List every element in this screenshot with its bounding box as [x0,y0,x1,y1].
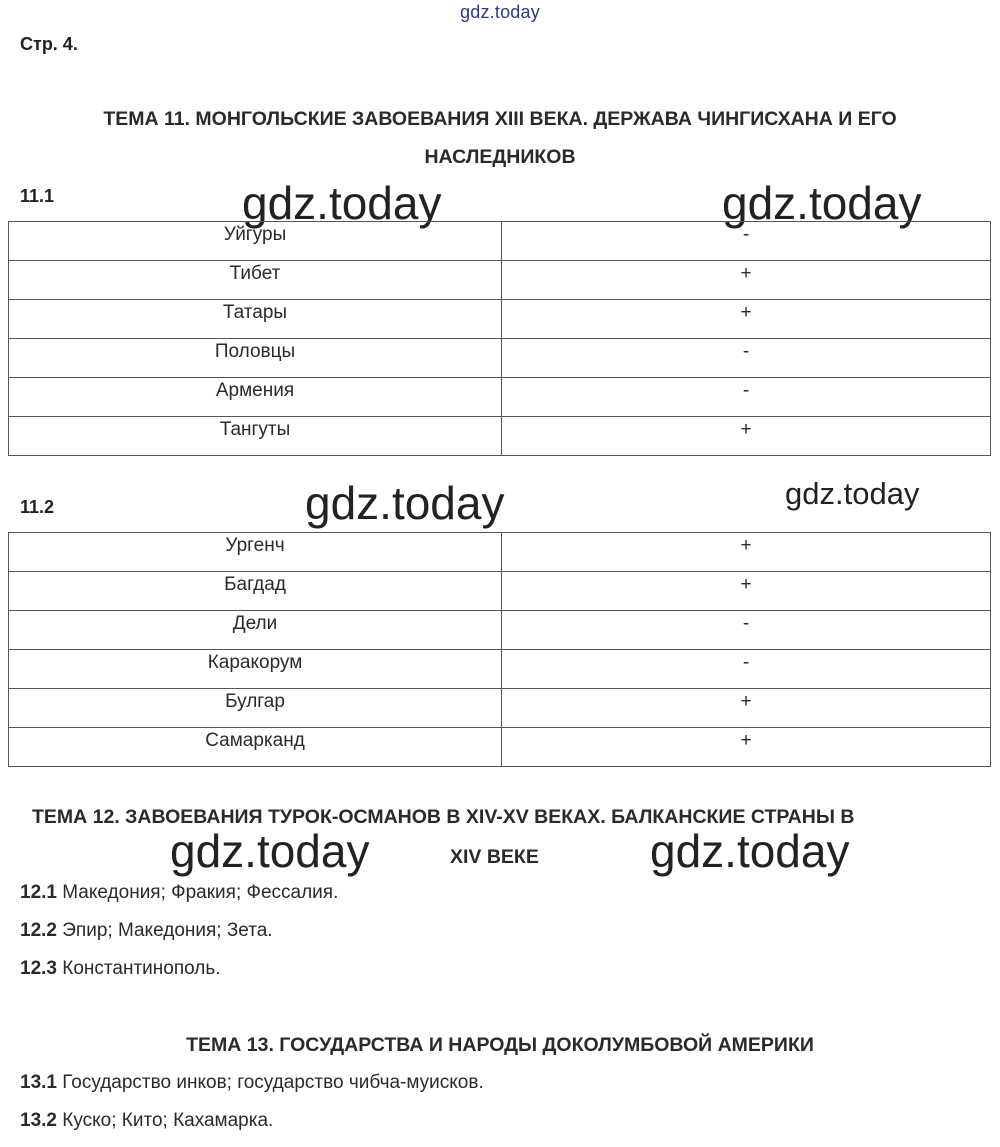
row-mark-cell: + [502,572,991,611]
answer-text: Македония; Фракия; Фессалия. [56,882,339,903]
row-mark-cell: + [502,728,991,767]
answer-number: 12.3 [20,958,57,979]
row-name-cell: Тангуты [9,417,502,456]
row-mark-cell: + [502,689,991,728]
table-row [9,222,991,261]
watermark-4: gdz.today [785,476,920,511]
watermark-6: gdz.today [650,825,850,877]
row-name-cell: Половцы [9,339,502,378]
answer-number: 13.2 [20,1110,57,1131]
answer-13-1 [20,1072,484,1094]
row-name-cell: Багдад [9,572,502,611]
answer-13-2 [20,1110,273,1132]
page-label: Стр. 4. [20,34,78,54]
top-watermark: gdz.today [460,2,540,22]
row-mark-cell: + [502,300,991,339]
row-name-cell: Армения [9,378,502,417]
table-row [9,417,991,456]
row-mark-cell: + [502,261,991,300]
row-mark-cell: + [502,417,991,456]
answer-text: Эпир; Македония; Зета. [56,920,273,941]
table-row [9,572,991,611]
table-row [9,611,991,650]
watermark-3: gdz.today [305,477,505,529]
task-11-1-number: 11.1 [20,186,55,206]
answer-text: Куско; Кито; Кахамарка. [56,1110,274,1131]
answer-number: 12.1 [20,882,57,903]
answer-12-1 [20,882,338,904]
topic-11-title-line-2: НАСЛЕДНИКОВ [424,146,576,168]
watermark-5: gdz.today [170,825,370,877]
watermark-2: gdz.today [722,177,922,229]
answer-text: Государство инков; государство чибча-муисков. [56,1072,484,1093]
row-name-cell: Дели [9,611,502,650]
answer-number: 13.1 [20,1072,57,1093]
table-row [9,728,991,767]
topic-11-title-line-1: ТЕМА 11. МОНГОЛЬСКИЕ ЗАВОЕВАНИЯ XIII ВЕКА. ДЕРЖАВА ЧИНГИСХАНА И ЕГО [103,108,897,130]
task-11-1-table [8,221,991,456]
topic-12-title-line-2: XIV ВЕКЕ [450,846,539,868]
answer-12-2 [20,920,273,942]
row-name-cell: Булгар [9,689,502,728]
row-name-cell: Тибет [9,261,502,300]
row-mark-cell: - [502,222,991,261]
row-mark-cell: - [502,611,991,650]
answer-12-3 [20,958,221,980]
row-name-cell: Ургенч [9,533,502,572]
row-name-cell: Уйгуры [9,222,502,261]
table-row [9,650,991,689]
row-mark-cell: - [502,378,991,417]
task-11-2-table [8,532,991,767]
table-row [9,689,991,728]
table-row [9,378,991,417]
row-name-cell: Татары [9,300,502,339]
answer-text: Константинополь. [56,958,221,979]
row-mark-cell: + [502,533,991,572]
table-row [9,339,991,378]
table-row [9,300,991,339]
topic-12-title-line-1: ТЕМА 12. ЗАВОЕВАНИЯ ТУРОК-ОСМАНОВ В XIV-XV ВЕКАХ. БАЛКАНСКИЕ СТРАНЫ В [32,806,855,828]
topic-13-title: ТЕМА 13. ГОСУДАРСТВА И НАРОДЫ ДОКОЛУМБОВОЙ АМЕРИКИ [186,1034,814,1056]
row-mark-cell: - [502,339,991,378]
row-name-cell: Самарканд [9,728,502,767]
table-row [9,533,991,572]
row-name-cell: Каракорум [9,650,502,689]
row-mark-cell: - [502,650,991,689]
task-11-2-number: 11.2 [20,497,55,517]
table-row [9,261,991,300]
answer-number: 12.2 [20,920,57,941]
watermark-1: gdz.today [242,177,442,229]
